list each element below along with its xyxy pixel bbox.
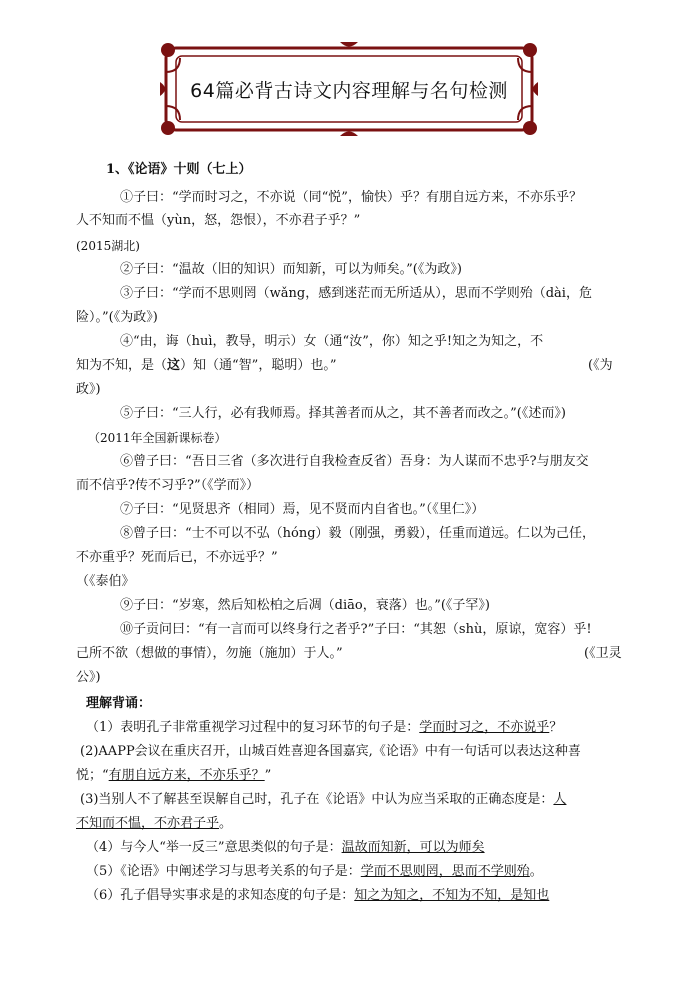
question-4 (86, 838, 485, 858)
question-6-answer: 知之为知之，不知为不知，是知也 (354, 888, 550, 903)
question-5-answer: 学而不思则罔，思而不学则殆 (360, 864, 530, 879)
question-3-line-2 (76, 814, 232, 834)
item-4-source-a: (《为 (588, 358, 613, 373)
question-3-line-1 (80, 790, 566, 810)
question-3-end: 。 (219, 816, 233, 831)
item-4-text-b: ）知（通“智”，聪明）也。” (180, 358, 337, 373)
question-2-text: 悦；“ (76, 768, 109, 783)
question-5 (86, 862, 543, 882)
question-1-end: ？ (549, 720, 563, 735)
item-10-source-b: 公》) (76, 670, 101, 685)
item-10-source-a: (《卫灵 (584, 646, 622, 661)
question-3-text: (3)当别人不了解甚至误解自己时，孔子在《论语》中认为应当采取的正确态度是： (80, 792, 554, 807)
item-10-line-1: ⑩子贡问曰：“有一言而可以终身行之者乎?”子曰：“其恕（shù，原谅，宽容）乎! (120, 622, 592, 637)
question-3-answer-b: 不知而不愠，不亦君子乎 (76, 816, 220, 831)
item-1-line-2: 人不知而不愠（yùn，怒，怨恨），不亦君子乎？” (76, 213, 361, 228)
item-6-line-2: 而不信乎?传不习乎?”（《学而》） (76, 478, 260, 493)
understanding-heading: 理解背诵： (86, 696, 152, 711)
question-1 (86, 718, 562, 738)
item-3-line-2: 险）。”(《为政》) (76, 310, 158, 325)
question-5-end: 。 (529, 864, 543, 879)
question-2-answer: 有朋自远方来，不亦乐乎？ (108, 768, 265, 783)
question-1-answer: 学而时习之，不亦说乎 (419, 720, 550, 735)
item-4-line-1: ④“由，诲（huì，教导，明示）女（通“汝”，你）知之乎!知之为知之，不 (120, 334, 544, 349)
question-2-line-1: (2)AAPP会议在重庆召开，山城百姓喜迎各国嘉宾,《论语》中有一句话可以表达这种喜 (80, 744, 581, 759)
item-4-text-a: 知为不知，是（ (76, 358, 168, 373)
item-7: ⑦子曰：“见贤思齐（相同）焉，见不贤而内自省也。”（《里仁》） (120, 502, 485, 517)
item-5-source: （2011年全国新课标卷） (88, 431, 227, 445)
question-4-answer: 温故而知新，可以为师矣 (341, 840, 485, 855)
item-5: ⑤子曰：“三人行，必有我师焉。择其善者而从之，其不善者而改之。”(《述而》) (120, 406, 566, 421)
question-4-text: （4）与今人“举一反三”意思类似的句子是： (86, 840, 342, 855)
question-2-line-2 (76, 766, 271, 786)
question-2-end: ” (264, 768, 272, 783)
item-10-line-2: 己所不欲（想做的事情），勿施（施加）于人。” (76, 646, 343, 661)
item-1-line-1: ①子曰：“学而时习之，不亦说（同“悦”，愉快）乎？有朋自远方来，不亦乐乎？ (120, 190, 582, 205)
item-4-line-2 (76, 356, 336, 376)
item-8-line-2: 不亦重乎？死而后已，不亦远乎？” (76, 550, 278, 565)
item-8-line-1: ⑧曾子曰：“士不可以不弘（hóng）毅（刚强，勇毅），任重而道远。仁以为己任， (120, 526, 596, 541)
page-title: 64篇必背古诗文内容理解与名句检测 (190, 79, 508, 102)
item-2: ②子曰：“温故（旧的知识）而知新，可以为师矣。”(《为政》) (120, 262, 462, 277)
question-5-text: （5）《论语》中阐述学习与思考关系的句子是： (86, 864, 361, 879)
question-6-text: （6）孔子倡导实事求是的求知态度的句子是： (86, 888, 355, 903)
item-9: ⑨子曰：“岁寒，然后知松柏之后凋（diāo，衰落）也。”(《子罕》) (120, 598, 490, 613)
item-1-source: (2015湖北) (76, 239, 140, 253)
item-4-bold-word: 这 (167, 358, 181, 373)
question-1-text: （1）表明孔子非常重视学习过程中的复习环节的句子是： (86, 720, 420, 735)
item-3-line-1: ③子曰：“学而不思则罔（wǎng，感到迷茫而无所适从），思而不学则殆（dài，危 (120, 286, 592, 301)
question-6 (86, 886, 549, 906)
section-heading: 1、《论语》十则（七上） (106, 162, 252, 177)
item-6-line-1: ⑥曾子曰：“吾日三省（多次进行自我检查反省）吾身：为人谋而不忠乎?与朋友交 (120, 454, 589, 469)
item-4-source-b: 政》) (76, 382, 101, 397)
question-3-answer-a: 人 (553, 792, 567, 807)
item-8-source: （《泰伯》 (76, 574, 135, 589)
